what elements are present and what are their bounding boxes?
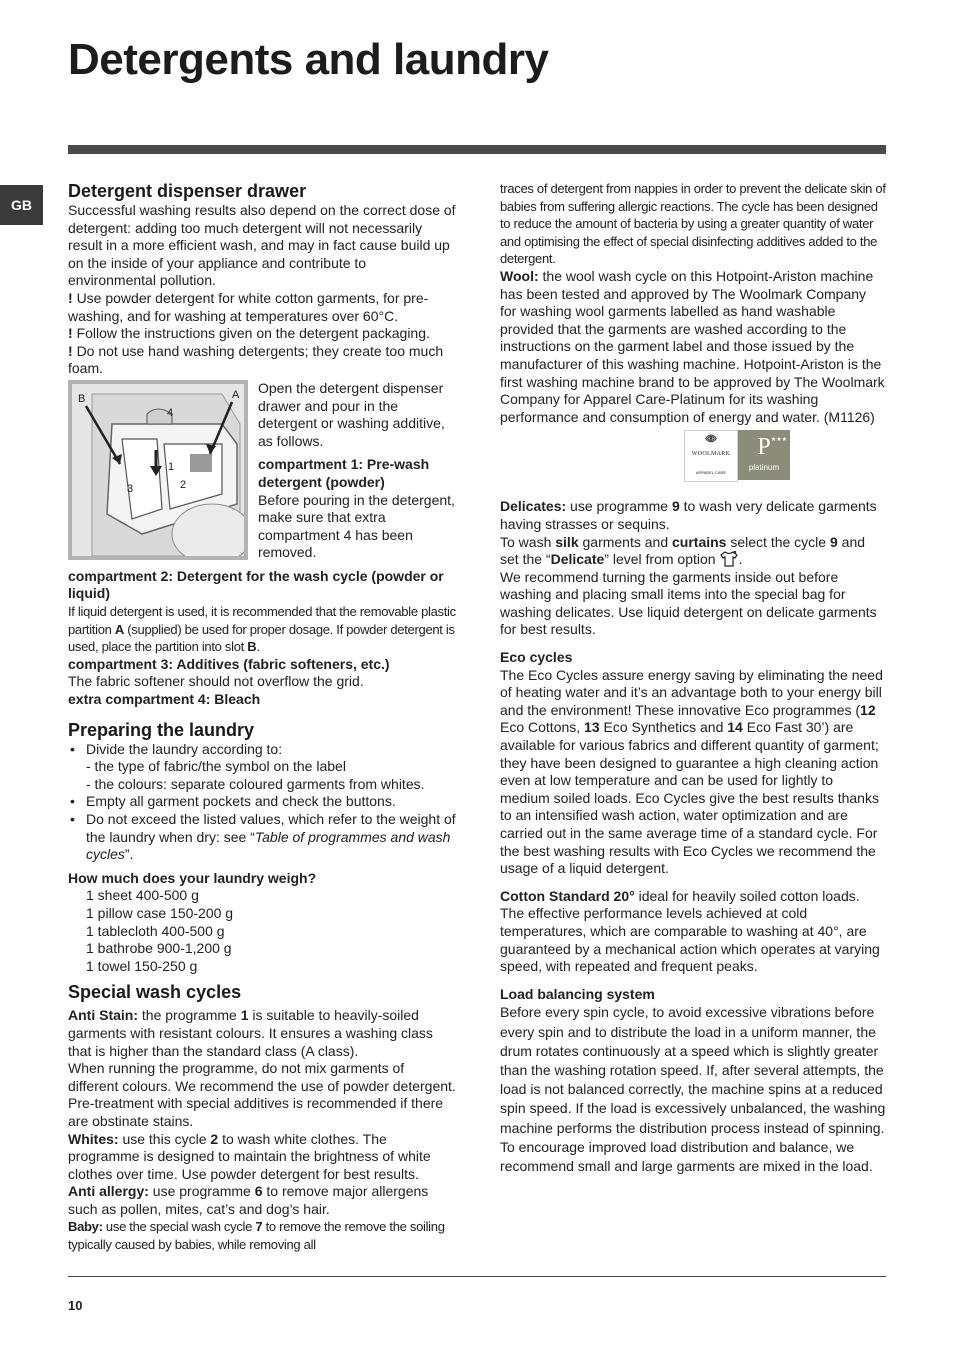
list-item: 1 towel 150-250 g	[86, 957, 198, 974]
anti-allergy-text: Anti allergy: use programme 6 to remove major allergens such as pollen, mites, cat’s and dog’s hair.	[68, 1183, 429, 1217]
load-balancing-heading: Load balancing system	[500, 985, 655, 1002]
right-column	[500, 180, 886, 1176]
certification-logos	[684, 430, 886, 482]
baby-text-continued: traces of detergent from nappies in order to prevent the delicate skin of babies from suffering allergic reactions. The cycle has been designed to reduce the amount of bacteria by using a greater quantity of water and optimising the effect of special disinfecting additives added to the detergent.	[500, 181, 886, 267]
weigh-title: How much does your laundry weigh?	[68, 869, 317, 886]
list-item: • Divide the laundry according to: - the type of fabric/the symbol on the label - the colours: separate coloured garments from whites.	[68, 741, 456, 794]
fig-label-a: A	[232, 388, 240, 401]
warning-1: ! Use powder detergent for white cotton garments, for pre-washing, and for washing at temperatures over 60°C.	[68, 289, 429, 324]
drawer-instructions	[258, 380, 456, 562]
warning-2: ! Follow the instructions given on the detergent packaging.	[68, 325, 430, 342]
fig-label-3: 3	[127, 482, 134, 495]
compartment-3-title: compartment 3: Additives (fabric softeners, etc.)	[68, 655, 390, 672]
cotton-standard-text: Cotton Standard 20° ideal for heavily soiled cotton loads. The effective performance levels achieved at cold temperatures, which are comparable to washing at 40°, are guaranteed by a mechanical action which operates at varying speed, with repeated and frequent peaks.	[500, 887, 880, 975]
garment-option-icon	[719, 551, 739, 567]
platinum-stars: ★★★	[770, 437, 787, 444]
warning-3: ! Do not use hand washing detergents; they create too much foam.	[68, 342, 444, 377]
list-item: 1 pillow case 150-200 g	[86, 904, 234, 921]
silk-curtains-text: To wash silk garments and curtains select the cycle 9 and set the “Delicate” level from option .	[500, 533, 866, 568]
page-title: Detergents and laundry	[68, 35, 549, 84]
anti-stain-text: Anti Stain: the programme 1 is suitable to heavily-soiled garments with resistant colours. It ensures a washing class that is higher than the standard class (A class).	[68, 1007, 433, 1059]
title-divider	[68, 145, 886, 154]
dispenser-intro: Successful washing results also depend on the correct dose of detergent: adding too much detergent will not necessarily result in a more efficient wash, and may in fact cause build up on the inside of your appliance and contribute to environmental pollution.	[68, 202, 456, 289]
fig-label-b: B	[78, 392, 86, 405]
woolmark-icon	[700, 431, 722, 446]
platinum-logo	[738, 430, 790, 480]
platinum-letter: P	[757, 433, 771, 460]
compartment-1-title: compartment 1: Pre-wash detergent (powder)	[258, 456, 430, 490]
list-item: 1 sheet 400-500 g	[86, 887, 199, 904]
page-number: 10	[68, 1298, 83, 1313]
baby-text: Baby: use the special wash cycle 7 to remove the remove the soiling typically caused by babies, while removing all	[68, 1219, 445, 1253]
list-item: • Do not exceed the listed values, which refer to the weight of the laundry when dry: see “Table of programmes and wash cycles”.	[68, 811, 456, 864]
compartment-1-text: Before pouring in the detergent, make sure that extra compartment 4 has been removed.	[258, 491, 455, 561]
special-heading: Special wash cycles	[68, 982, 242, 1003]
drawer-drawing	[72, 384, 244, 556]
woolmark-subtext: APPAREL CARE	[695, 469, 727, 475]
fig-label-1: 1	[168, 460, 175, 473]
left-column	[68, 180, 456, 1254]
compartment-2-title: compartment 2: Detergent for the wash cycle (powder or liquid)	[68, 567, 444, 602]
drawer-figure-block	[68, 380, 456, 562]
list-item: 1 tablecloth 400-500 g	[86, 922, 225, 939]
delicates-text: Delicates: use programme 9 to wash very delicate garments having strasses or sequins.	[500, 498, 877, 532]
woolmark-logo	[684, 430, 738, 482]
load-balancing-text: Before every spin cycle, to avoid excessive vibrations before every spin and to distribute the load in a uniform manner, the drum rotates continuously at a speed which is slightly greater than the washing rotation speed. If, after several attempts, the load is not balanced correctly, the machine spins at a reduced spin speed. If the load is excessively unbalanced, the washing machine performs the distribution process instead of spinning. To encourage improved load distribution and balance, we recommend small and large garments are mixed in the load.	[500, 1004, 886, 1174]
platinum-text: platinum	[748, 462, 780, 472]
preparing-list	[68, 741, 456, 864]
language-tab: GB	[0, 185, 43, 225]
open-drawer-text: Open the detergent dispenser drawer and pour in the detergent or washing additive, as follows.	[258, 379, 445, 449]
delicates-note: We recommend turning the garments inside out before washing and placing small items into the special bag for washing delicates. Use liquid detergent on delicate garments for best results.	[500, 568, 877, 638]
compartment-4-title: extra compartment 4: Bleach	[68, 691, 261, 708]
eco-text: The Eco Cycles assure energy saving by eliminating the need of heating water and it’s an advantage both to your energy bill and the environment! These innovative Eco programmes (12 Eco Cottons, 13 Eco Synthetics and 14 Eco Fast 30’) are available for various fabrics and different quantity of garment; they have been designed to guarantee a high cleaning action even at low temperature and can be used for lightly to medium soiled loads. Eco Cycles give the best results thanks to an intensified wash action, water optimization and are carried out in the same average time of a standard cycle. For the best washing results with Eco Cycles we recommend the usage of a liquid detergent.	[500, 666, 883, 877]
compartment-3-text: The fabric softener should not overflow the grid.	[68, 673, 364, 690]
woolmark-text: WOOLMARK	[691, 451, 731, 458]
dispenser-heading: Detergent dispenser drawer	[68, 181, 307, 201]
whites-text: Whites: use this cycle 2 to wash white clothes. The programme is designed to maintain the brightness of white clothes over time. Use powder detergent for best results.	[68, 1130, 431, 1182]
eco-heading: Eco cycles	[500, 649, 573, 666]
preparing-heading: Preparing the laundry	[68, 719, 255, 740]
weights-list	[68, 887, 456, 975]
wool-text: Wool: the wool wash cycle on this Hotpoint-Ariston machine has been tested and approved by The Woolmark Company for washing wool garments labelled as hand washable provided that the garments are washed according to the instructions on the garment label and those issued by the manufacturer of this washing machine. Hotpoint-Ariston is the first washing machine brand to be approved by The Woolmark Company for Apparel Care-Platinum for its washing performance and consumption of energy and water. (M1126)	[500, 267, 885, 425]
detergent-drawer-illustration	[68, 380, 248, 560]
footer-divider	[68, 1276, 886, 1277]
list-item: • Empty all garment pockets and check the buttons.	[68, 793, 456, 811]
fig-label-2: 2	[180, 478, 187, 491]
fig-label-4: 4	[167, 406, 174, 419]
anti-stain-note: When running the programme, do not mix garments of different colours. We recommend the use of powder detergent. Pre-treatment with special additives is recommended if there are obstinate stains.	[68, 1060, 456, 1129]
list-item: 1 bathrobe 900-1,200 g	[86, 940, 232, 957]
compartment-2-text: If liquid detergent is used, it is recommended that the removable plastic partition A (supplied) be used for proper dosage. If powder detergent is used, place the partition into slot B.	[68, 604, 456, 655]
